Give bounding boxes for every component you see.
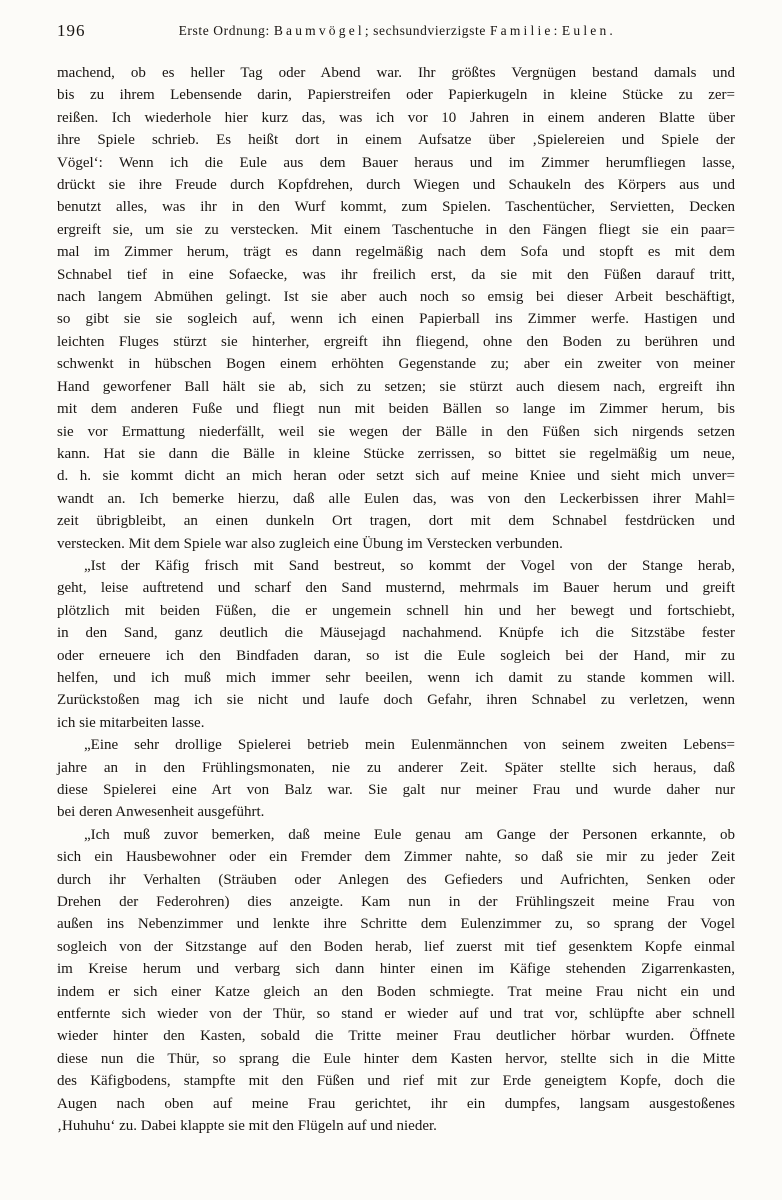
text-line: Schnabel tief in eine Sofaecke, was ihr freilich erst, da sie mit den Füßen darauf tritt, [57,266,735,283]
text-line: Augen nach oben auf meine Frau gerichtet, ihr ein dumpfes, langsam ausgestoßenes [57,1095,735,1112]
text-line: Vögel‘: Wenn ich die Eule aus dem Bauer heraus und im Zimmer herumfliegen lasse, [57,154,735,171]
text-line: nach langem Abmühen gelingt. Ist sie aber auch noch so emsig bei dieser Arbeit beschäftigt, [57,289,735,306]
text-line: diese Spielerei eine Art von Balz war. Sie galt nur meiner Frau und wurde daher nur [57,782,735,798]
text-line: leichten Fluges stürzt sie hinterher, ergreift ihn fliegend, ohne den Boden zu berühren und [57,333,735,350]
text-line: im Kreise herum und verbarg sich dann hinter einen im Käfige stehenden Zigarrenkasten, [57,961,735,978]
text-line: „Ist der Käfig frisch mit Sand bestreut, so kommt der Vogel von der Stange herab, [84,557,735,574]
text-line: zeit übrigbleibt, an einen dunkeln Ort tragen, dort mit dem Schnabel festdrücken und [57,513,735,530]
text-block [57,62,735,1138]
text-line: d. h. sie kommt dicht an mich heran oder setzt sich auf meine Kniee und sieht mich unver= [57,468,735,485]
text-line: oder erneuere ich den Bindfaden daran, so ist die Eule sogleich bei der Hand, mir zu [57,647,735,664]
text-line: kann. Hat sie dann die Bälle in kleine Stücke zerrissen, so bittet sie regelmäßig um neue, [57,445,735,462]
text-line: indem er sich einer Katze gleich an den Boden schmiegte. Trat meine Frau nicht ein und [57,983,735,1000]
text-line: wandt an. Ich bemerke hierzu, daß alle Eulen das, was von den Leckerbissen ihrer Mahl= [57,490,735,507]
header-segment: ; sechsundvierzigste [364,23,490,38]
text-line: „Eine sehr drollige Spielerei betrieb mein Eulenmännchen von seinem zweiten Lebens= [84,737,735,754]
paragraph [57,62,735,555]
text-line: des Käfigbodens, stampfte mit den Füßen und rief mit zur Erde geneigtem Kopfe, doch die [57,1073,735,1090]
text-line: schwenkt in hübschen Bogen einem erhöhten Gegenstande zu; aber ein zweiter von meiner [57,356,735,373]
text-line: verstecken. Mit dem Spiele war also zugleich eine Übung im Verstecken verbunden. [57,535,563,552]
text-line: Zurückstoßen mag ich sie nicht und laufe doch Gefahr, ihren Schnabel zu verletzen, wenn [57,692,735,709]
text-line: jahre an in den Frühlingsmonaten, nie zu anderer Zeit. Später stellte sich heraus, daß [57,759,735,776]
running-header [57,21,735,39]
text-line: ihre Spiele schrieb. Es heißt dort in einem Aufsatze über ‚Spielereien und Spiele der [57,132,735,149]
text-line: wieder hinter den Kasten, sobald die Tritte meiner Frau deutlicher hörbar wurden. Öffnete [57,1028,735,1045]
text-line: bei deren Anwesenheit ausgeführt. [57,804,265,821]
text-line: Drehen der Federohren) dies anzeigte. Kam nun in der Frühlingszeit meine Frau von [57,894,735,911]
text-line: ergreift sie, um sie zu verstecken. Mit einem Taschentuche in den Fängen fliegt sie ein paar= [57,221,735,238]
text-line: durch ihr Verhalten (Sträuben oder Anlegen des Gefieders und Aufrichten, Senken oder [57,871,735,888]
text-line: außen ins Nebenzimmer und lenkte ihre Schritte dem Eulenzimmer zu, so sprang der Vogel [57,916,735,933]
text-line: diese nun die Thür, so sprang die Eule hinter dem Kasten hervor, stellte sich in die Mitte [57,1050,735,1067]
text-line: drückt sie ihre Freude durch Kopfdrehen, durch Wiegen und Schaukeln des Körpers aus und [57,177,735,194]
text-line: sich ein Hausbewohner oder ein Fremder dem Zimmer nahte, so daß sie mir zu jeder Zeit [57,849,735,866]
text-line: reißen. Ich wiederhole hier kurz das, was ich vor 10 Jahren in einem anderen Blatte über [57,109,735,126]
text-line: geht, leise auftretend und scharf den Sand musternd, mehrmals im Bauer herum und greift [57,580,735,597]
text-line: mit dem anderen Fuße und fliegt nun mit beiden Bällen so lange im Zimmer herum, bis [57,401,735,418]
text-line: Hand geworfener Ball hält sie ab, sich zu setzen; sie stürzt auch diesem nach, ergreift ihn [57,378,735,395]
paragraph [57,555,735,734]
page-header [57,21,735,45]
text-line: plötzlich mit beiden Füßen, die er ungemein schnell hin und her bewegt und fortschiebt, [57,602,735,619]
header-segment: Familie [489,23,554,38]
header-segment: Erste Ordnung: [178,23,274,38]
text-line: mal im Zimmer herum, trägt es dann regelmäßig nach dem Sofa und stopft es mit dem [57,244,735,261]
text-line: sie vor Ermattung niederfällt, weil sie wegen der Bälle in den Füßen sich nirgends setzen [57,423,735,440]
text-line: helfen, und ich muß mich immer sehr beeilen, wenn ich damit zu stande kommen will. [57,669,735,686]
text-line: benutzt alles, was ihr in den Wurf kommt, zum Spielen. Taschentücher, Servietten, Decken [57,199,735,216]
header-segment: Baumvögel [273,23,365,38]
text-line: ich sie mitarbeiten lasse. [57,714,205,731]
text-line: machend, ob es heller Tag oder Abend war. Ihr größtes Vergnügen bestand damals und [57,65,735,81]
text-line: in den Sand, ganz deutlich die Mäusejagd nachahmend. Knüpfe ich die Sitzstäbe fester [57,625,735,642]
text-line: ‚Huhuhu‘ zu. Dabei klappte sie mit den Flügeln auf und nieder. [57,1118,437,1135]
header-segment: Eulen [561,23,610,38]
header-segment: : [553,23,562,38]
page-number: 196 [57,21,86,40]
text-line: bis zu ihrem Lebensende darin, Papierstreifen oder Papierkugeln in kleine Stücke zu zer= [57,87,735,104]
text-line: so gibt sie sie sogleich auf, wenn ich einen Papierball ins Zimmer werfe. Hastigen und [57,311,735,328]
text-line: „Ich muß zuvor bemerken, daß meine Eule genau am Gange der Personen erkannte, ob [84,826,735,843]
paragraph [57,734,735,824]
text-line: sogleich von der Sitzstange auf den Boden herab, lief zuerst mit tief gesenktem Kopfe einmal [57,938,735,955]
header-segment: . [609,23,614,38]
paragraph [57,824,735,1138]
text-line: entfernte sich wieder von der Thür, so stand er wieder auf und trat vor, schlüpfte aber schnell [57,1006,735,1023]
